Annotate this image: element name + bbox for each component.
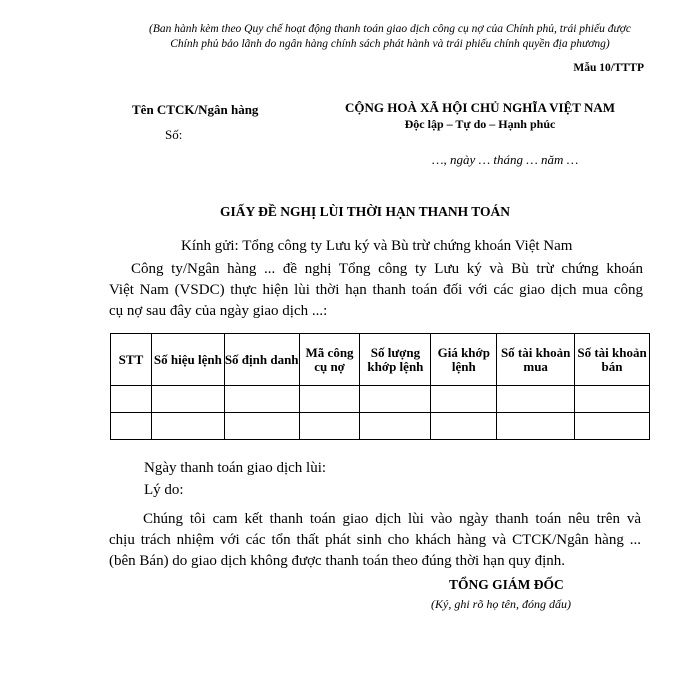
national-motto: Độc lập – Tự do – Hạnh phúc bbox=[404, 117, 556, 131]
commitment-line-3: (bên Bán) do giao dịch không được thanh toán theo đúng thời hạn quy định. bbox=[109, 553, 565, 569]
table-header-row bbox=[111, 334, 650, 386]
header-identifier: Số định danh bbox=[224, 334, 299, 386]
table-cell bbox=[224, 413, 299, 440]
request-paragraph bbox=[109, 259, 643, 322]
regulation-note-line-2: Chính phủ bảo lãnh do ngân hàng chính sách phát hành và trái phiếu chính quyền địa phương) bbox=[170, 38, 610, 50]
signer-title: TỔNG GIÁM ĐỐC bbox=[449, 577, 564, 592]
trades-table bbox=[110, 333, 650, 440]
header-stt: STT bbox=[111, 334, 152, 386]
settlement-date-label: Ngày thanh toán giao dịch lùi: bbox=[144, 460, 327, 476]
header-matched-quantity: Số lượng khớp lệnh bbox=[360, 334, 431, 386]
table-cell bbox=[497, 386, 575, 413]
table-cell bbox=[360, 413, 431, 440]
request-line-3: cụ nợ sau đây của ngày giao dịch ...: bbox=[109, 303, 328, 319]
national-heading bbox=[300, 99, 660, 133]
form-code: Mẫu 10/TTTP bbox=[573, 62, 644, 74]
header-instrument-code: Mã công cụ nợ bbox=[299, 334, 360, 386]
table-cell bbox=[111, 386, 152, 413]
header-matched-price: Giá khớp lệnh bbox=[431, 334, 497, 386]
commitment-paragraph bbox=[109, 509, 641, 572]
date-line: …, ngày … tháng … năm … bbox=[432, 152, 579, 167]
document-title: GIẤY ĐỀ NGHỊ LÙI THỜI HẠN THANH TOÁN bbox=[220, 204, 510, 219]
table-cell bbox=[299, 386, 360, 413]
country-name: CỘNG HOÀ XÃ HỘI CHỦ NGHĨA VIỆT NAM bbox=[344, 100, 616, 115]
request-line-1: Công ty/Ngân hàng ... đề nghị Tổng công ty Lưu ký và Bù trừ chứng khoán bbox=[131, 261, 643, 277]
table-cell bbox=[299, 413, 360, 440]
salutation: Kính gửi: Tổng công ty Lưu ký và Bù trừ chứng khoán Việt Nam bbox=[181, 238, 573, 254]
signature-instruction: (Ký, ghi rõ họ tên, đóng dấu) bbox=[431, 597, 571, 611]
table-row bbox=[111, 413, 650, 440]
table-cell bbox=[431, 386, 497, 413]
table-cell bbox=[431, 413, 497, 440]
table-cell bbox=[360, 386, 431, 413]
table-cell bbox=[151, 386, 224, 413]
document-number-label: Số: bbox=[165, 127, 183, 142]
regulation-note-line-1: (Ban hành kèm theo Quy chế hoạt động thanh toán giao dịch công cụ nợ của Chính phủ, trái phiếu được bbox=[149, 23, 631, 35]
sender-org-name: Tên CTCK/Ngân hàng bbox=[132, 102, 259, 117]
header-buy-account: Số tài khoản mua bbox=[497, 334, 575, 386]
table-cell bbox=[575, 413, 650, 440]
request-line-2: Việt Nam (VSDC) thực hiện lùi thời hạn thanh toán đối với các giao dịch mua công bbox=[109, 282, 643, 298]
commitment-line-2: chịu trách nhiệm với các tổn thất phát sinh cho khách hàng và CTCK/Ngân hàng ... bbox=[109, 532, 641, 548]
table-row bbox=[111, 386, 650, 413]
table-cell bbox=[497, 413, 575, 440]
table-cell bbox=[575, 386, 650, 413]
commitment-line-1: Chúng tôi cam kết thanh toán giao dịch lùi vào ngày thanh toán nêu trên và bbox=[143, 511, 641, 527]
header-order-number: Số hiệu lệnh bbox=[151, 334, 224, 386]
regulation-note bbox=[0, 22, 700, 52]
header-sell-account: Số tài khoản bán bbox=[575, 334, 650, 386]
reason-label: Lý do: bbox=[144, 482, 184, 498]
table-cell bbox=[111, 413, 152, 440]
table-cell bbox=[151, 413, 224, 440]
table-cell bbox=[224, 386, 299, 413]
